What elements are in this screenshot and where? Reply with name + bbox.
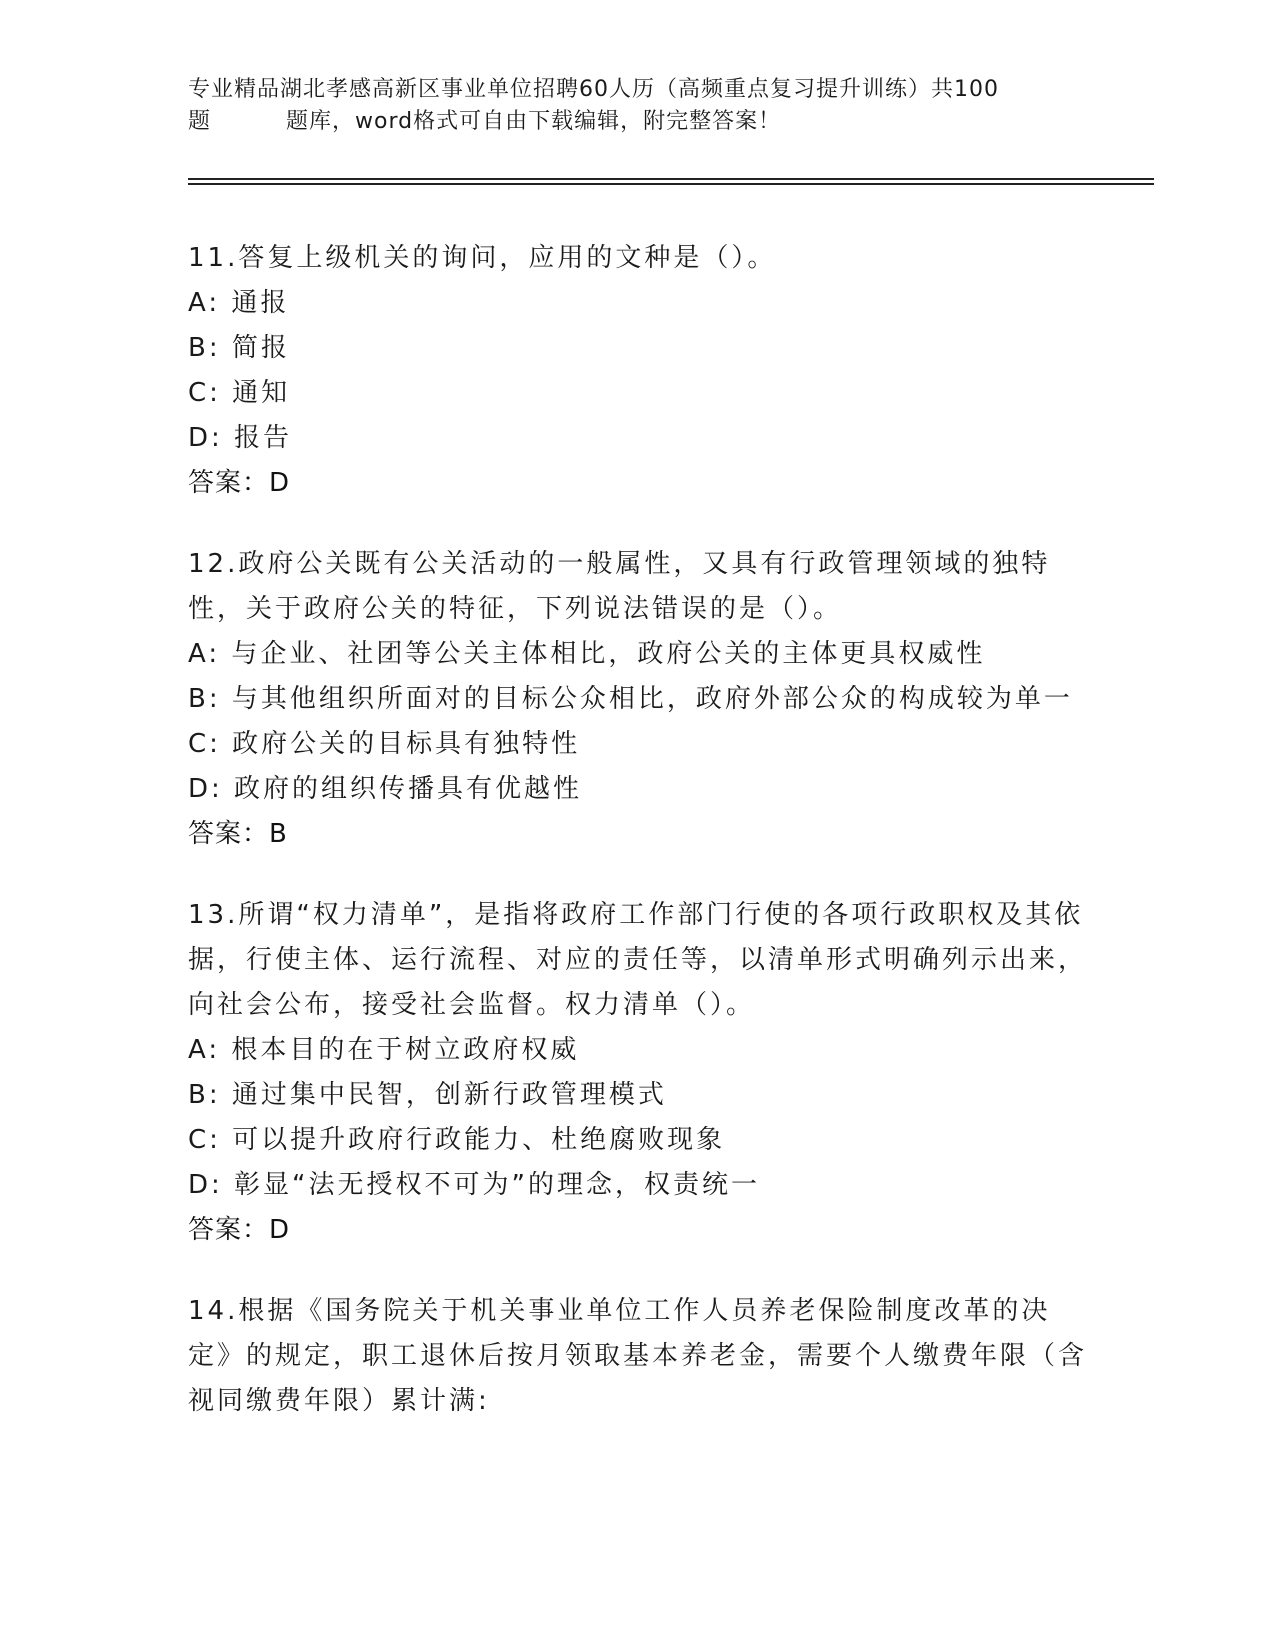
question-14 bbox=[188, 1289, 1088, 1424]
answer-value: D bbox=[269, 1215, 291, 1245]
header-title-line1: 专业精品湖北孝感高新区事业单位招聘60人历（高频重点复习提升训练）共100 bbox=[188, 77, 999, 102]
answer-value: D bbox=[269, 468, 291, 498]
question-text: 14.根据《国务院关于机关事业单位工作人员养老保险制度改革的决定》的规定，职工退休后按月领取基本养老金，需要个人缴费年限（含视同缴费年限）累计满: bbox=[188, 1296, 1088, 1416]
option-d: D: 政府的组织传播具有优越性 bbox=[188, 774, 583, 804]
question-12 bbox=[188, 542, 1088, 857]
question-list bbox=[188, 236, 1088, 1460]
header-title-line2 bbox=[188, 106, 1088, 138]
option-c: C: 通知 bbox=[188, 378, 291, 408]
answer-label: 答案： bbox=[188, 819, 270, 849]
header-divider-bottom bbox=[188, 183, 1154, 185]
option-b: B: 通过集中民智，创新行政管理模式 bbox=[188, 1080, 667, 1110]
answer-line bbox=[188, 1208, 1088, 1253]
answer-line bbox=[188, 812, 1088, 857]
answer-label: 答案： bbox=[188, 468, 270, 498]
option-b: B: 简报 bbox=[188, 333, 290, 363]
header-line2-label: 题 bbox=[188, 109, 212, 134]
option-a: A: 根本目的在于树立政府权威 bbox=[188, 1035, 580, 1065]
option-d: D: 报告 bbox=[188, 423, 293, 453]
header-divider-top bbox=[188, 178, 1154, 180]
answer-value: B bbox=[269, 819, 288, 849]
question-text: 11.答复上级机关的询问，应用的文种是（）。 bbox=[188, 243, 777, 273]
answer-line bbox=[188, 461, 1088, 506]
option-c: C: 可以提升政府行政能力、杜绝腐败现象 bbox=[188, 1125, 726, 1155]
header-line2-text: 题库，word格式可自由下载编辑，附完整答案！ bbox=[286, 109, 782, 134]
option-c: C: 政府公关的目标具有独特性 bbox=[188, 729, 581, 759]
question-text: 13.所谓“权力清单”，是指将政府工作部门行使的各项行政职权及其依据，行使主体、运行流程、对应的责任等，以清单形式明确列示出来，向社会公布，接受社会监督。权力清单（）。 bbox=[188, 900, 1088, 1020]
option-a: A: 通报 bbox=[188, 288, 290, 318]
question-11 bbox=[188, 236, 1088, 506]
document-header bbox=[188, 74, 1088, 138]
answer-label: 答案： bbox=[188, 1215, 270, 1245]
option-a: A: 与企业、社团等公关主体相比，政府公关的主体更具权威性 bbox=[188, 639, 986, 669]
option-d: D: 彰显“法无授权不可为”的理念，权责统一 bbox=[188, 1170, 760, 1200]
question-text: 12.政府公关既有公关活动的一般属性，又具有行政管理领域的独特性，关于政府公关的特征，下列说法错误的是（）。 bbox=[188, 549, 1051, 624]
option-b: B: 与其他组织所面对的目标公众相比，政府外部公众的构成较为单一 bbox=[188, 684, 1073, 714]
question-13 bbox=[188, 893, 1088, 1253]
